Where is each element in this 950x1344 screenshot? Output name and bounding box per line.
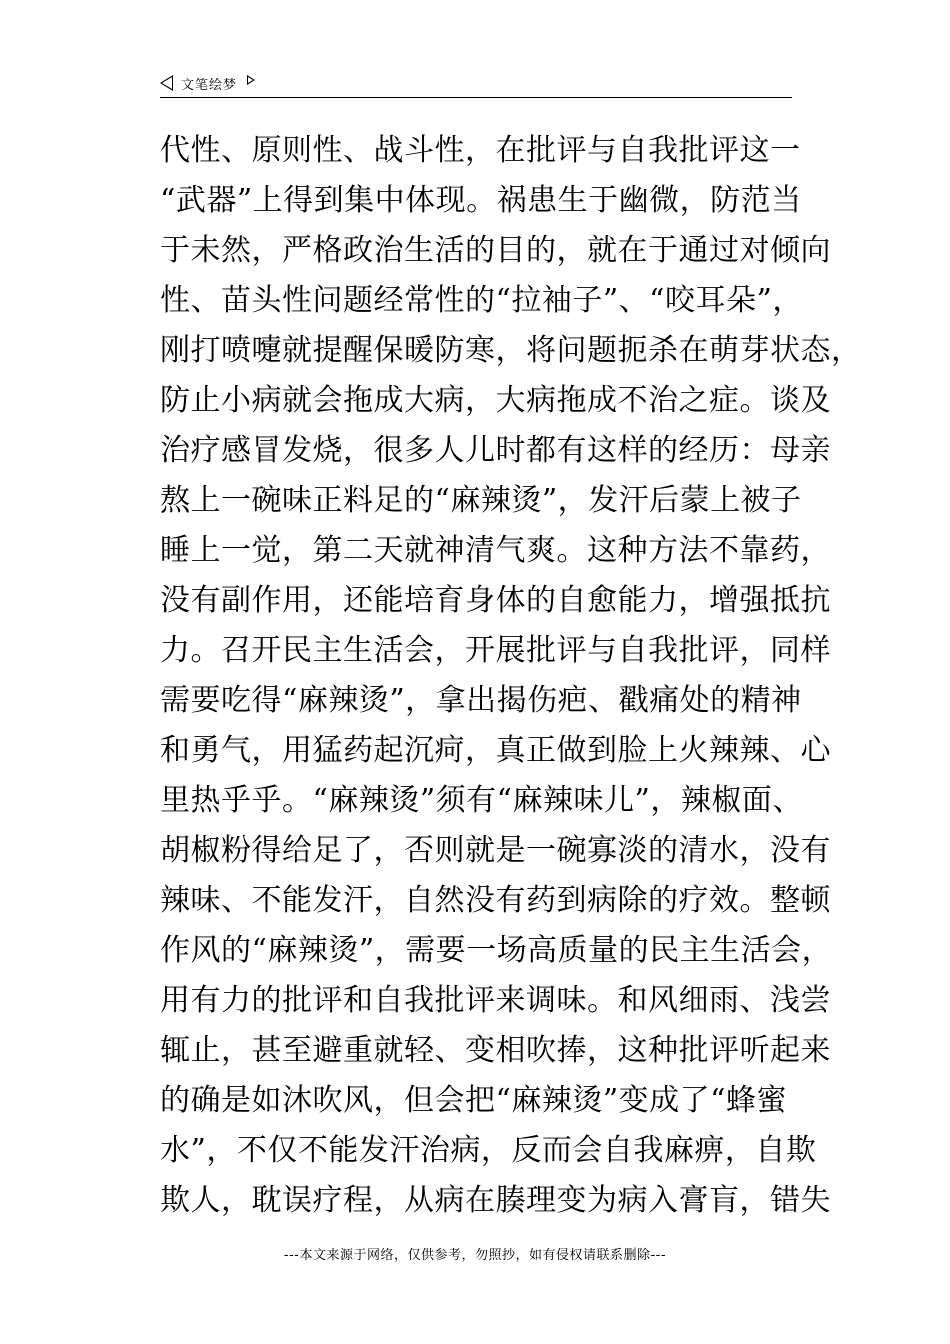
text-line: 刚打喷嚏就提醒保暖防寒，将问题扼杀在萌芽状态， (160, 333, 862, 368)
text-line: 没有副作用，还能培育身体的自愈能力，增强抵抗 (160, 583, 831, 618)
text-line: 睡上一觉，第二天就神清气爽。这种方法不靠药， (160, 533, 831, 568)
text-line: 胡椒粉得给足了，否则就是一碗寡淡的清水，没有 (160, 833, 831, 868)
text-line: 和勇气，用猛药起沉疴，真正做到脸上火辣辣、心 (160, 733, 831, 768)
text-line: 水”，不仅不能发汗治病，反而会自我麻痹，自欺 (160, 1133, 817, 1168)
triangle-right-icon (247, 75, 255, 85)
text-line: 性、苗头性问题经常性的“拉袖子”、“咬耳朵”， (160, 283, 803, 318)
page-footer: ---本文来源于网络，仅供参考，勿照抄，如有侵权请联系删除--- (283, 1248, 667, 1263)
text-line: 欺人，耽误疗程，从病在腠理变为病入膏肓，错失 (160, 1183, 831, 1218)
text-line: 于未然，严格政治生活的目的，就在于通过对倾向 (160, 233, 831, 268)
header-divider (160, 97, 792, 98)
text-line: 里热乎乎。“麻辣烫”须有“麻辣味儿”，辣椒面、 (160, 783, 803, 818)
page-header (160, 72, 792, 98)
header-title: 文笔绘梦 (181, 77, 238, 93)
text-line: 熬上一碗味正料足的“麻辣烫”，发汗后蒙上被子 (160, 483, 802, 518)
text-line: 的确是如沐吹风，但会把“麻辣烫”变成了“蜂蜜 (160, 1083, 788, 1118)
text-line: 防止小病就会拖成大病，大病拖成不治之症。谈及 (160, 383, 831, 418)
text-line: 力。召开民主生活会，开展批评与自我批评，同样 (160, 633, 831, 668)
triangle-left-icon (160, 75, 173, 91)
text-line: 治疗感冒发烧，很多人儿时都有这样的经历：母亲 (160, 433, 831, 468)
text-line: 代性、原则性、战斗性，在批评与自我批评这一 (160, 133, 801, 168)
text-line: 辄止，甚至避重就轻、变相吹捧，这种批评听起来 (160, 1033, 831, 1068)
text-line: 辣味、不能发汗，自然没有药到病除的疗效。整顿 (160, 883, 831, 918)
text-line: “武器”上得到集中体现。祸患生于幽微，防范当 (160, 183, 802, 218)
header-row (160, 72, 792, 94)
text-line: 用有力的批评和自我批评来调味。和风细雨、浅尝 (160, 983, 831, 1018)
body-text (160, 126, 862, 1226)
text-line: 需要吃得“麻辣烫”，拿出揭伤疤、戳痛处的精神 (160, 683, 802, 718)
text-line: 作风的“麻辣烫”，需要一场高质量的民主生活会， (160, 933, 833, 968)
